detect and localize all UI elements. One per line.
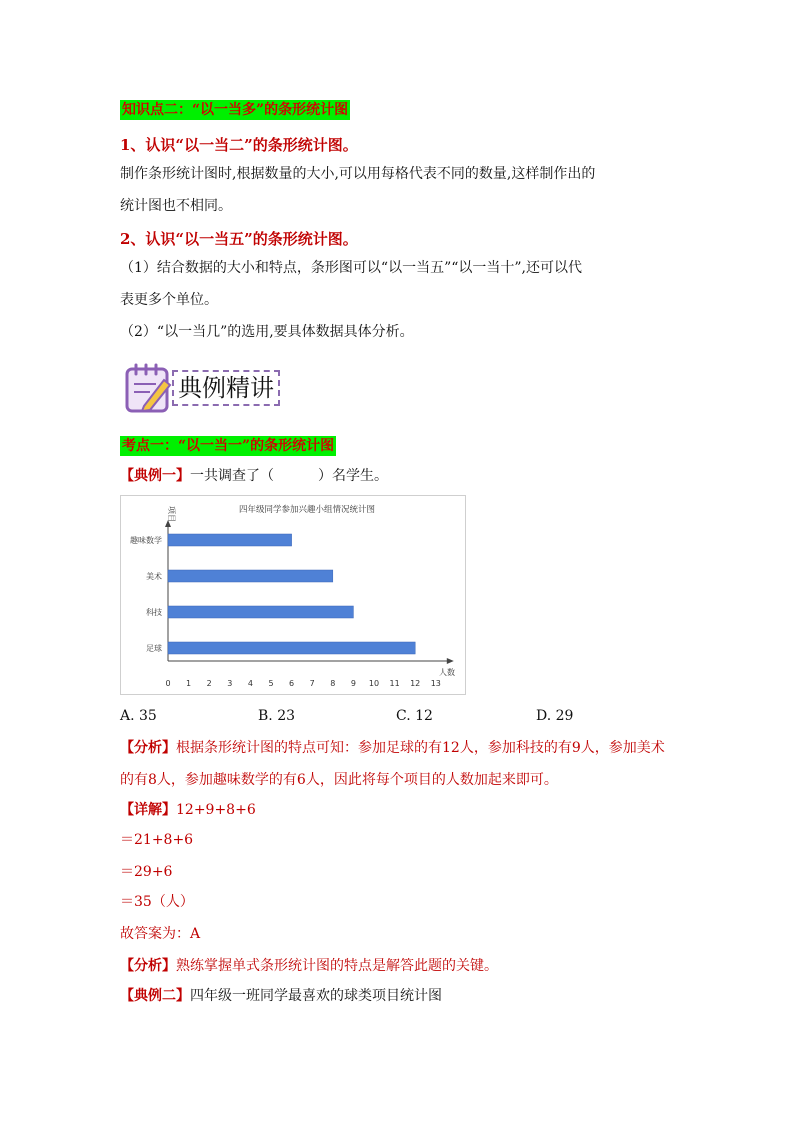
x-axis-arrow bbox=[447, 658, 454, 664]
answer-label: 故答案为： bbox=[120, 926, 190, 942]
comment-text: 熟练掌握单式条形统计图的特点是解答此题的关键。 bbox=[176, 958, 498, 974]
point-1-text-line-1: 制作条形统计图时,根据数量的大小,可以用每格代表不同的数量,这样制作出的 bbox=[120, 166, 596, 182]
analysis-line-1 bbox=[120, 738, 665, 758]
point-2-item-1-line-2: 表更多个单位。 bbox=[120, 292, 218, 308]
x-tick-label: 5 bbox=[268, 679, 274, 688]
x-tick-label: 4 bbox=[247, 679, 253, 688]
y-tick-label: 科技 bbox=[146, 608, 162, 617]
point-1-title: 1、认识“以一当二”的条形统计图。 bbox=[120, 136, 358, 154]
analysis-line-2 bbox=[120, 770, 558, 790]
analysis-text: 人，参加科技的有 bbox=[459, 740, 572, 756]
x-tick-label: 11 bbox=[389, 679, 400, 688]
detail-tag: 【详解】 bbox=[120, 802, 176, 818]
x-tick-label: 0 bbox=[165, 679, 171, 688]
x-tick-label: 2 bbox=[206, 679, 212, 688]
analysis-number: 12 bbox=[442, 740, 460, 756]
analysis-number: 9 bbox=[571, 740, 581, 756]
example-2-line bbox=[120, 986, 442, 1006]
point-2-item-1-line-1: （1）结合数据的大小和特点，条形图可以“以一当五”“以一当十”,还可以代 bbox=[120, 260, 582, 276]
section-header-knowledge-2: 知识点二：“以一当多”的条形统计图 bbox=[122, 102, 349, 118]
option-b[interactable]: B. 23 bbox=[258, 708, 296, 724]
comment-line bbox=[120, 956, 498, 976]
example-1-question bbox=[120, 466, 388, 486]
x-tick-label: 12 bbox=[410, 679, 421, 688]
analysis-text: 的有 bbox=[120, 772, 148, 788]
chart-x-label: 人数 bbox=[439, 668, 455, 677]
example-2-tag: 【典例二】 bbox=[120, 988, 190, 1004]
analysis-text: 根据条形统计图的特点可知：参加足球的有 bbox=[176, 740, 442, 756]
bar bbox=[168, 570, 333, 582]
chart-y-label: 项目 bbox=[167, 506, 176, 522]
analysis-text: 人，因此将每个项目的人数加起来即可。 bbox=[305, 772, 558, 788]
x-tick-label: 13 bbox=[430, 679, 441, 688]
bar-chart-container bbox=[120, 495, 466, 695]
answer-line bbox=[120, 924, 200, 944]
y-tick-label: 美术 bbox=[146, 572, 162, 581]
banner-title: 典例精讲 bbox=[172, 370, 280, 406]
x-tick-label: 10 bbox=[368, 679, 380, 688]
bar bbox=[168, 534, 292, 546]
bar bbox=[168, 606, 353, 618]
example-1-options bbox=[120, 706, 680, 726]
point-1-text-line-2: 统计图也不相同。 bbox=[120, 198, 232, 214]
option-c[interactable]: C. 12 bbox=[396, 708, 433, 724]
y-tick-label: 足球 bbox=[146, 644, 162, 653]
analysis-text: 人，参加美术 bbox=[580, 740, 665, 756]
detail-line-4: ＝35（人） bbox=[120, 894, 194, 910]
x-tick-label: 7 bbox=[309, 679, 315, 688]
analysis-tag: 【分析】 bbox=[120, 740, 176, 756]
x-tick-label: 9 bbox=[350, 679, 356, 688]
bar-chart bbox=[121, 496, 465, 694]
point-2-title: 2、认识“以一当五”的条形统计图。 bbox=[120, 230, 358, 248]
x-tick-label: 8 bbox=[330, 679, 336, 688]
bar bbox=[168, 642, 415, 654]
example-2-text: 四年级一班同学最喜欢的球类项目统计图 bbox=[190, 988, 442, 1004]
section-header-kaodian-1: 考点一：“以一当一”的条形统计图 bbox=[122, 438, 335, 454]
comment-tag: 【分析】 bbox=[120, 958, 176, 974]
example-1-tag: 【典例一】 bbox=[120, 468, 190, 484]
x-tick-label: 1 bbox=[186, 679, 192, 688]
x-tick-label: 3 bbox=[227, 679, 233, 688]
question-text-before: 一共调查了（ bbox=[190, 468, 274, 484]
point-2-item-2: （2）“以一当几”的选用,要具体数据具体分析。 bbox=[120, 324, 414, 340]
example-banner bbox=[124, 362, 284, 414]
analysis-number: 8 bbox=[148, 772, 157, 788]
analysis-number: 6 bbox=[296, 772, 306, 788]
option-d[interactable]: D. 29 bbox=[536, 708, 574, 724]
option-a[interactable]: A. 35 bbox=[120, 708, 157, 724]
notebook-pencil-icon bbox=[124, 362, 176, 414]
detail-line-1 bbox=[120, 800, 256, 820]
x-tick-label: 6 bbox=[289, 679, 295, 688]
answer-value: A bbox=[190, 926, 201, 942]
detail-expression: 12+9+8+6 bbox=[176, 802, 256, 818]
detail-line-3: ＝29+6 bbox=[120, 864, 173, 880]
question-text-after: ）名学生。 bbox=[318, 468, 388, 484]
detail-line-2: ＝21+8+6 bbox=[120, 832, 194, 848]
y-tick-label: 趣味数学 bbox=[130, 536, 162, 545]
chart-title: 四年级同学参加兴趣小组情况统计图 bbox=[238, 505, 376, 515]
analysis-text: 人，参加趣味数学的有 bbox=[156, 772, 297, 788]
